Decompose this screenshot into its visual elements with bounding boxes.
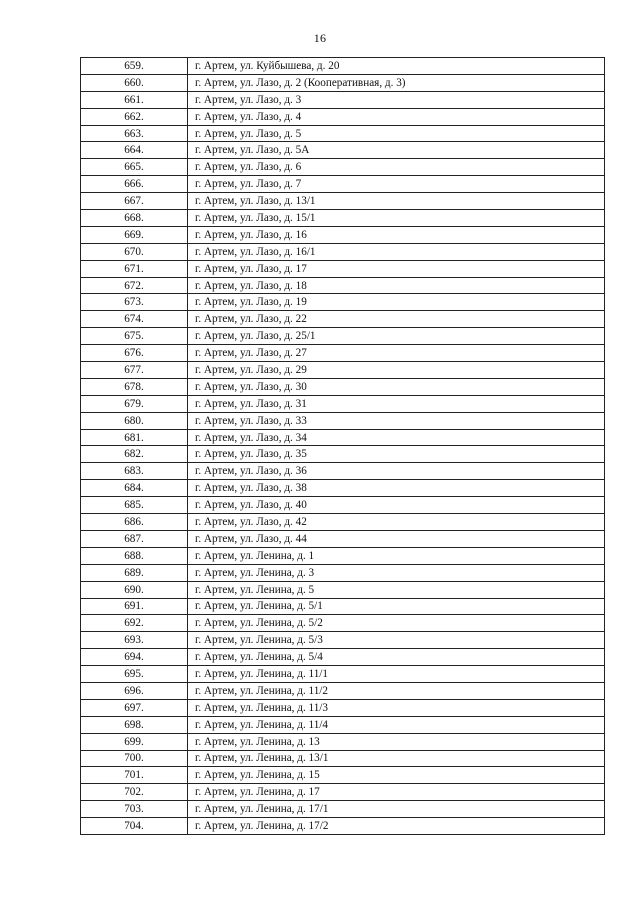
page-number: 16 [313, 31, 327, 45]
table-row [81, 362, 605, 379]
row-number: 683. [81, 463, 188, 480]
row-address: г. Артем, ул. Лазо, д. 4 [188, 108, 605, 125]
table-row [81, 581, 605, 598]
row-number: 662. [81, 108, 188, 125]
row-address: г. Артем, ул. Лазо, д. 5А [188, 142, 605, 159]
row-address: г. Артем, ул. Лазо, д. 38 [188, 480, 605, 497]
row-number: 692. [81, 615, 188, 632]
row-address: г. Артем, ул. Лазо, д. 27 [188, 345, 605, 362]
row-number: 667. [81, 193, 188, 210]
table-row [81, 615, 605, 632]
row-number: 684. [81, 480, 188, 497]
row-address: г. Артем, ул. Ленина, д. 17/1 [188, 801, 605, 818]
table-row [81, 818, 605, 835]
row-address: г. Артем, ул. Лазо, д. 33 [188, 412, 605, 429]
row-address: г. Артем, ул. Лазо, д. 34 [188, 429, 605, 446]
row-address: г. Артем, ул. Ленина, д. 17/2 [188, 818, 605, 835]
row-address: г. Артем, ул. Лазо, д. 25/1 [188, 328, 605, 345]
row-number: 697. [81, 699, 188, 716]
row-number: 690. [81, 581, 188, 598]
table-row [81, 750, 605, 767]
table-row [81, 733, 605, 750]
row-number: 668. [81, 210, 188, 227]
table-row [81, 125, 605, 142]
table-row [81, 699, 605, 716]
row-number: 695. [81, 666, 188, 683]
row-number: 670. [81, 243, 188, 260]
row-address: г. Артем, ул. Ленина, д. 3 [188, 564, 605, 581]
table-row [81, 666, 605, 683]
row-number: 672. [81, 277, 188, 294]
row-address: г. Артем, ул. Ленина, д. 5/1 [188, 598, 605, 615]
table-row [81, 514, 605, 531]
row-address: г. Артем, ул. Лазо, д. 19 [188, 294, 605, 311]
row-address: г. Артем, ул. Лазо, д. 42 [188, 514, 605, 531]
row-number: 696. [81, 682, 188, 699]
row-number: 703. [81, 801, 188, 818]
row-number: 700. [81, 750, 188, 767]
row-number: 688. [81, 547, 188, 564]
table-row [81, 446, 605, 463]
row-address: г. Артем, ул. Лазо, д. 35 [188, 446, 605, 463]
table-row [81, 243, 605, 260]
row-number: 679. [81, 395, 188, 412]
row-number: 676. [81, 345, 188, 362]
row-address: г. Артем, ул. Ленина, д. 13/1 [188, 750, 605, 767]
row-number: 661. [81, 91, 188, 108]
row-address: г. Артем, ул. Лазо, д. 36 [188, 463, 605, 480]
row-number: 677. [81, 362, 188, 379]
table-row [81, 784, 605, 801]
table-row [81, 412, 605, 429]
row-address: г. Артем, ул. Ленина, д. 13 [188, 733, 605, 750]
table-row [81, 480, 605, 497]
table-row [81, 564, 605, 581]
row-address: г. Артем, ул. Ленина, д. 11/2 [188, 682, 605, 699]
row-address: г. Артем, ул. Лазо, д. 30 [188, 378, 605, 395]
row-number: 666. [81, 176, 188, 193]
row-address: г. Артем, ул. Лазо, д. 31 [188, 395, 605, 412]
row-address: г. Артем, ул. Ленина, д. 5 [188, 581, 605, 598]
row-number: 681. [81, 429, 188, 446]
row-address: г. Артем, ул. Ленина, д. 5/4 [188, 649, 605, 666]
row-number: 701. [81, 767, 188, 784]
row-number: 664. [81, 142, 188, 159]
row-number: 687. [81, 530, 188, 547]
row-address: г. Артем, ул. Ленина, д. 5/2 [188, 615, 605, 632]
row-address: г. Артем, ул. Ленина, д. 17 [188, 784, 605, 801]
row-address: г. Артем, ул. Лазо, д. 40 [188, 497, 605, 514]
row-address: г. Артем, ул. Ленина, д. 11/3 [188, 699, 605, 716]
table-row [81, 176, 605, 193]
table-row [81, 682, 605, 699]
row-number: 704. [81, 818, 188, 835]
row-number: 693. [81, 632, 188, 649]
row-address: г. Артем, ул. Лазо, д. 17 [188, 260, 605, 277]
row-address: г. Артем, ул. Лазо, д. 16/1 [188, 243, 605, 260]
table-row [81, 378, 605, 395]
row-number: 669. [81, 226, 188, 243]
row-address: г. Артем, ул. Куйбышева, д. 20 [188, 58, 605, 75]
row-number: 659. [81, 58, 188, 75]
row-address: г. Артем, ул. Лазо, д. 3 [188, 91, 605, 108]
table-row [81, 91, 605, 108]
table-row [81, 260, 605, 277]
table-row [81, 328, 605, 345]
row-address: г. Артем, ул. Лазо, д. 44 [188, 530, 605, 547]
table-row [81, 716, 605, 733]
address-table-body [81, 58, 605, 835]
table-row [81, 429, 605, 446]
row-number: 675. [81, 328, 188, 345]
row-number: 689. [81, 564, 188, 581]
table-row [81, 193, 605, 210]
row-number: 694. [81, 649, 188, 666]
row-address: г. Артем, ул. Лазо, д. 29 [188, 362, 605, 379]
table-row [81, 463, 605, 480]
table-row [81, 497, 605, 514]
row-number: 665. [81, 159, 188, 176]
table-row [81, 159, 605, 176]
row-address: г. Артем, ул. Ленина, д. 5/3 [188, 632, 605, 649]
table-row [81, 598, 605, 615]
table-row [81, 649, 605, 666]
row-number: 699. [81, 733, 188, 750]
row-address: г. Артем, ул. Лазо, д. 13/1 [188, 193, 605, 210]
row-address: г. Артем, ул. Ленина, д. 1 [188, 547, 605, 564]
row-number: 698. [81, 716, 188, 733]
row-number: 702. [81, 784, 188, 801]
table-row [81, 58, 605, 75]
address-table [80, 57, 605, 835]
row-address: г. Артем, ул. Ленина, д. 11/4 [188, 716, 605, 733]
row-address: г. Артем, ул. Лазо, д. 2 (Кооперативная, д. 3) [188, 74, 605, 91]
table-row [81, 74, 605, 91]
row-number: 673. [81, 294, 188, 311]
table-row [81, 226, 605, 243]
row-address: г. Артем, ул. Ленина, д. 11/1 [188, 666, 605, 683]
row-address: г. Артем, ул. Лазо, д. 16 [188, 226, 605, 243]
row-number: 686. [81, 514, 188, 531]
table-row [81, 311, 605, 328]
table-row [81, 210, 605, 227]
row-number: 660. [81, 74, 188, 91]
row-number: 671. [81, 260, 188, 277]
row-address: г. Артем, ул. Лазо, д. 6 [188, 159, 605, 176]
row-address: г. Артем, ул. Лазо, д. 5 [188, 125, 605, 142]
table-row [81, 395, 605, 412]
row-number: 691. [81, 598, 188, 615]
row-number: 682. [81, 446, 188, 463]
table-row [81, 142, 605, 159]
table-row [81, 294, 605, 311]
table-row [81, 632, 605, 649]
table-row [81, 277, 605, 294]
row-address: г. Артем, ул. Лазо, д. 7 [188, 176, 605, 193]
row-address: г. Артем, ул. Лазо, д. 22 [188, 311, 605, 328]
table-row [81, 767, 605, 784]
table-row [81, 108, 605, 125]
table-row [81, 345, 605, 362]
row-address: г. Артем, ул. Ленина, д. 15 [188, 767, 605, 784]
row-address: г. Артем, ул. Лазо, д. 15/1 [188, 210, 605, 227]
row-number: 674. [81, 311, 188, 328]
row-number: 663. [81, 125, 188, 142]
row-number: 685. [81, 497, 188, 514]
row-number: 680. [81, 412, 188, 429]
row-number: 678. [81, 378, 188, 395]
row-address: г. Артем, ул. Лазо, д. 18 [188, 277, 605, 294]
table-row [81, 801, 605, 818]
table-row [81, 547, 605, 564]
table-row [81, 530, 605, 547]
